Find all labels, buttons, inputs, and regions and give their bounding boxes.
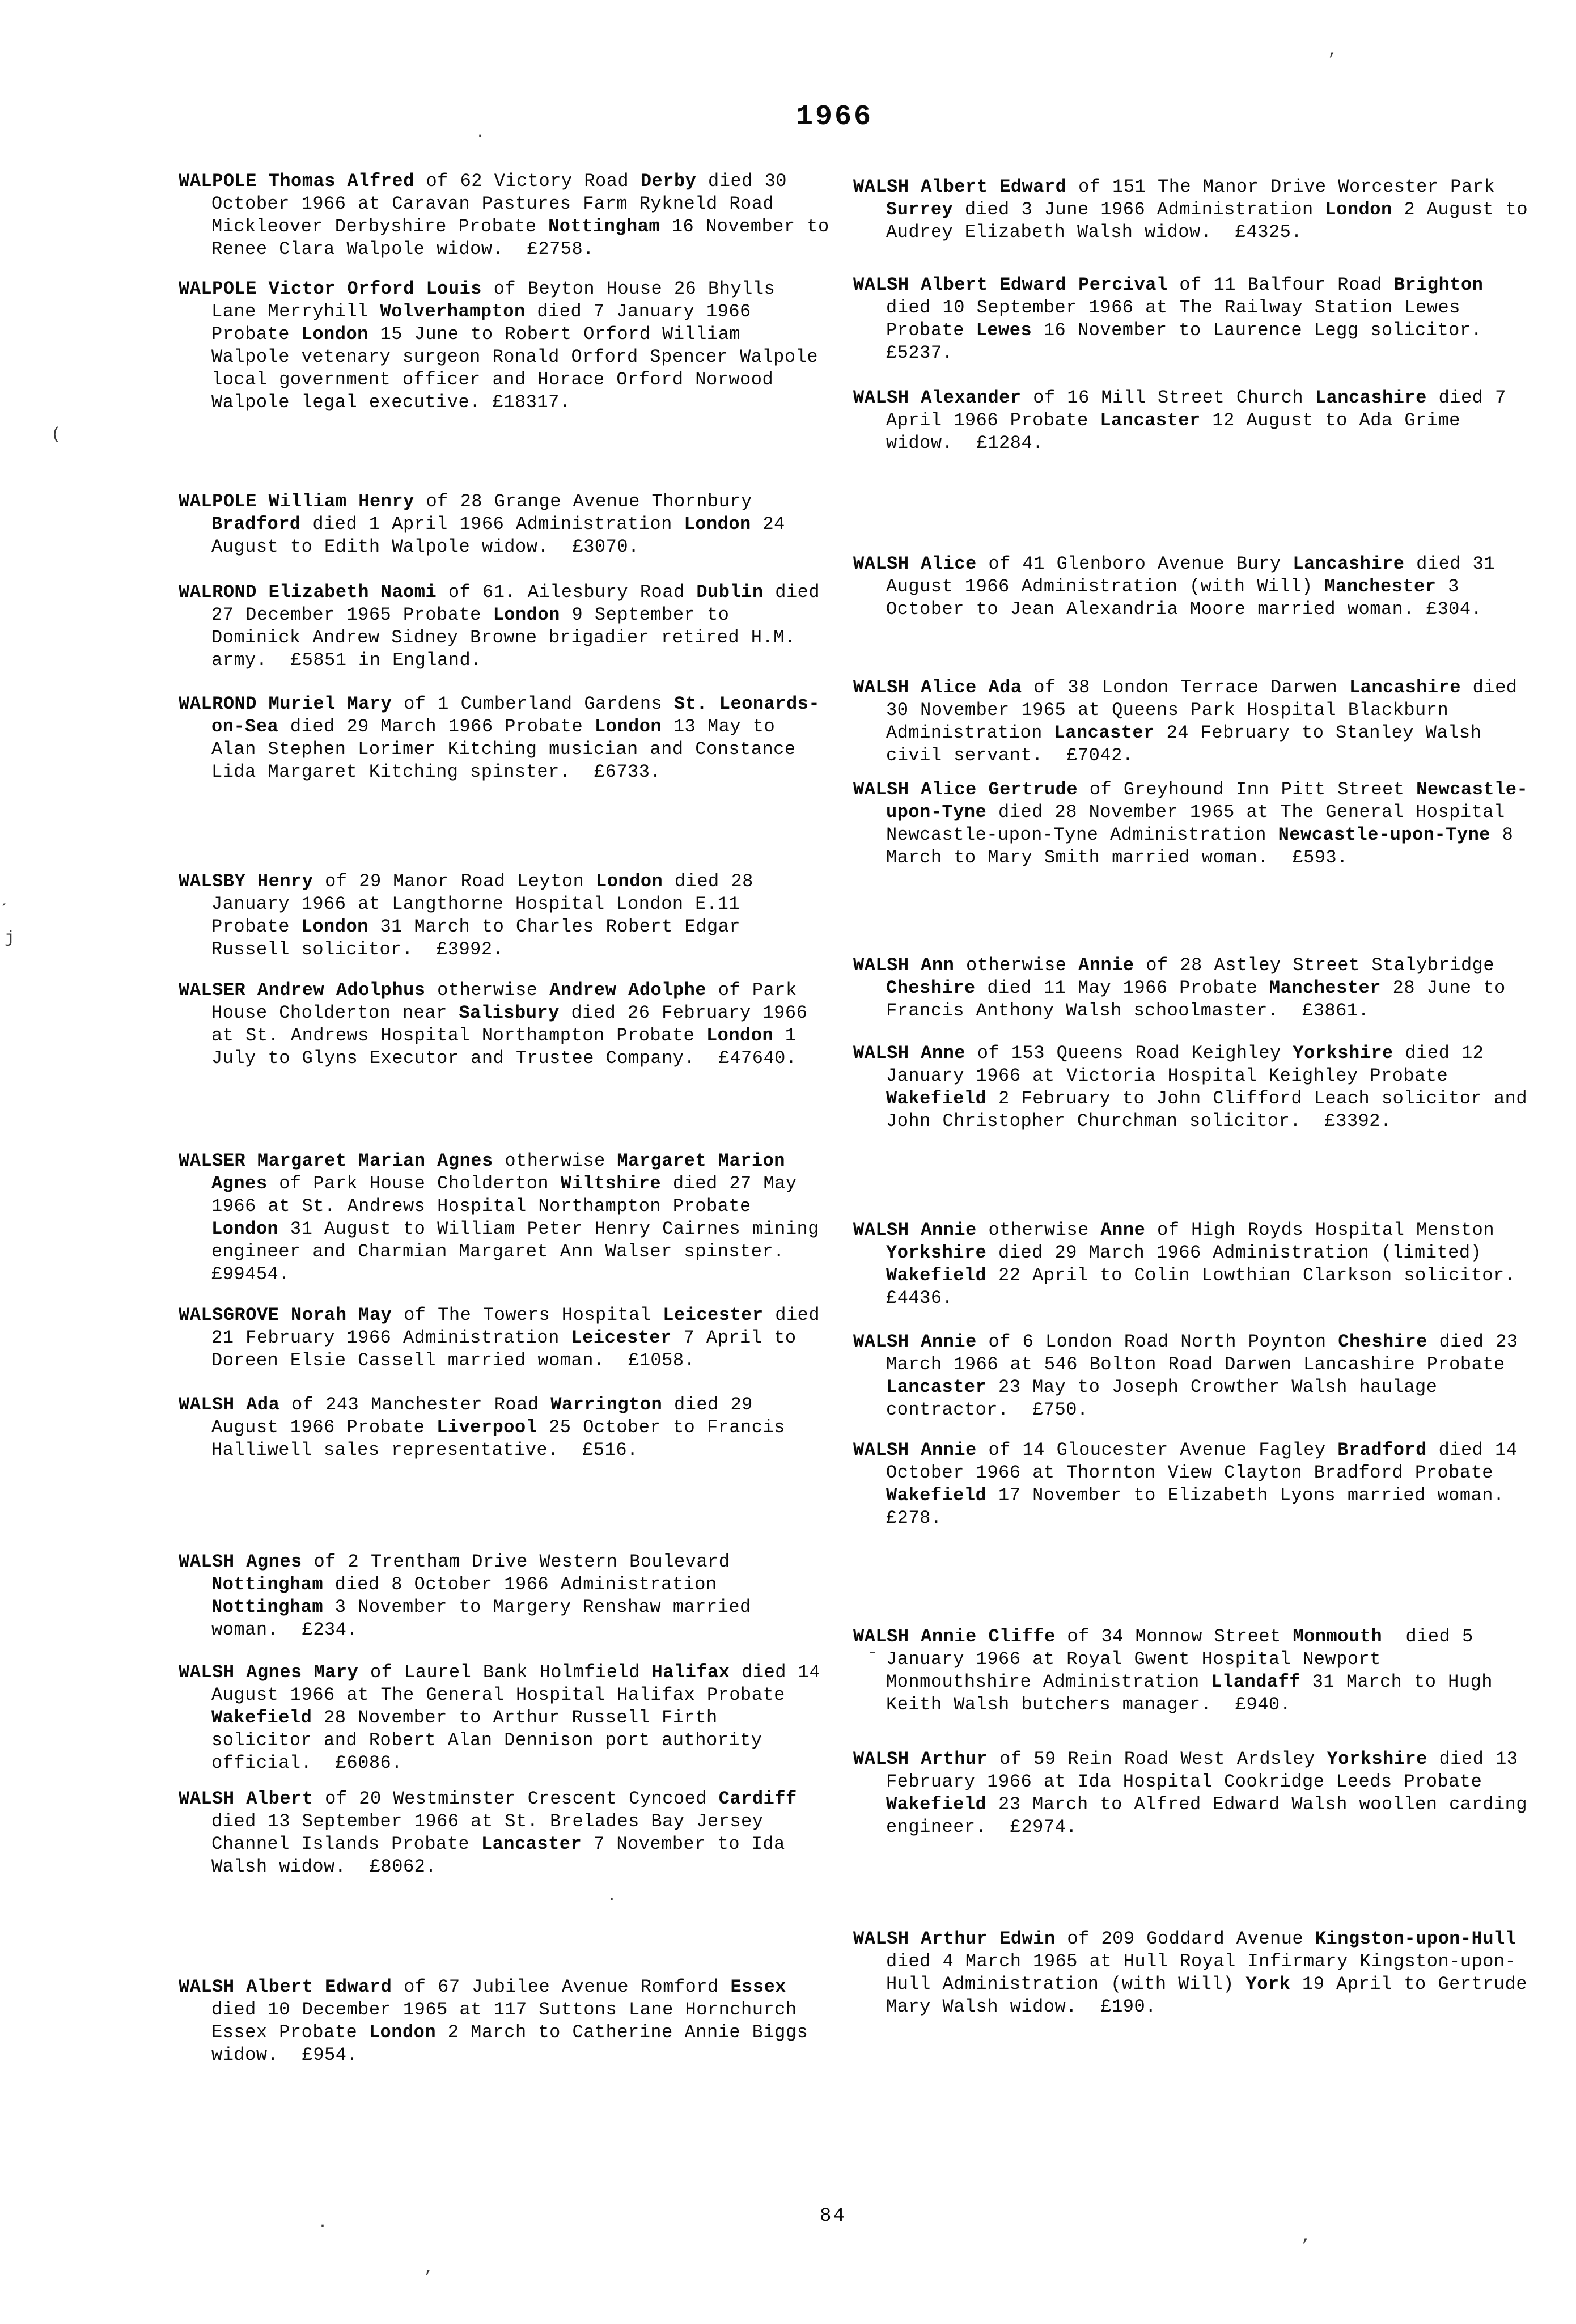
entry-bold-text: Wakefield bbox=[886, 1265, 987, 1286]
entry-regular-text: died 8 October 1966 Administration bbox=[323, 1574, 717, 1595]
entry-bold-text: Warrington bbox=[550, 1394, 663, 1415]
entry-regular-text: 19 April to Gertrude Mary Walsh widow. £190. bbox=[886, 1974, 1528, 2017]
probate-entry bbox=[853, 954, 1529, 1022]
entry-bold-text: Kingston-upon-Hull bbox=[1315, 1928, 1516, 1949]
scan-artifact: ( bbox=[51, 425, 62, 445]
entry-regular-text: died 3 June 1966 Administration bbox=[953, 199, 1325, 220]
probate-entry bbox=[853, 1439, 1529, 1530]
entry-regular-text: 16 November to Laurence Legg solicitor. £5237. bbox=[886, 320, 1482, 363]
entry-bold-text: WALSER Andrew Adolphus bbox=[179, 980, 426, 1001]
left-column bbox=[179, 0, 829, 2324]
entry-regular-text: of 14 Gloucester Avenue Fagley bbox=[976, 1440, 1338, 1461]
entry-regular-text: of Park House Cholderton near bbox=[211, 980, 797, 1023]
entry-bold-text: WALSH Albert Edward Percival bbox=[853, 274, 1168, 295]
entry-bold-text: WALSH Albert Edward bbox=[853, 176, 1067, 197]
entry-regular-text: of 62 Victory Road bbox=[414, 171, 641, 192]
entry-bold-text: Yorkshire bbox=[1293, 1043, 1393, 1064]
entry-bold-text: WALSH Agnes Mary bbox=[179, 1662, 359, 1683]
entry-regular-text: of Greyhound Inn Pitt Street bbox=[1078, 779, 1417, 800]
entry-bold-text: Yorkshire bbox=[1327, 1749, 1427, 1770]
entry-bold-text: Wakefield bbox=[886, 1485, 987, 1506]
probate-entry bbox=[179, 1788, 829, 1878]
entry-bold-text: Dublin bbox=[696, 582, 764, 603]
entry-bold-text: WALSH Anne bbox=[853, 1043, 966, 1064]
entry-regular-text: died 29 March 1966 Probate bbox=[278, 716, 595, 737]
entry-bold-text: Lewes bbox=[976, 320, 1032, 341]
probate-entry bbox=[853, 1625, 1529, 1716]
entry-bold-text: WALSH Alice Gertrude bbox=[853, 779, 1078, 800]
entry-regular-text: 2 March to Catherine Annie Biggs widow. £954. bbox=[211, 2022, 808, 2065]
entry-bold-text: WALSH Annie Cliffe bbox=[853, 1626, 1056, 1647]
entry-regular-text: 24 August to Edith Walpole widow. £3070. bbox=[211, 514, 785, 557]
entry-bold-text: Lancaster bbox=[886, 1377, 987, 1398]
entry-regular-text: 2 February to John Clifford Leach solicitor and John Christopher Churchman solicitor. £3392. bbox=[886, 1088, 1528, 1132]
entry-bold-text: Bradford bbox=[1337, 1440, 1427, 1461]
entry-bold-text: Lancaster bbox=[1100, 410, 1201, 431]
entry-regular-text: 28 June to Francis Anthony Walsh schoolmaster. £3861. bbox=[886, 977, 1506, 1021]
entry-regular-text: of 6 London Road North Poynton bbox=[976, 1331, 1338, 1352]
entry-bold-text: WALSBY Henry bbox=[179, 871, 313, 892]
entry-regular-text: 31 March to Charles Robert Edgar Russell solicitor. £3992. bbox=[211, 916, 741, 960]
probate-entry bbox=[853, 1219, 1529, 1310]
probate-entry bbox=[179, 1661, 829, 1775]
entry-regular-text: died 30 November 1965 at Queens Park Hospital Blackburn Administration bbox=[886, 677, 1518, 743]
entry-bold-text: London bbox=[211, 1218, 279, 1239]
entry-regular-text: 3 October to Jean Alexandria Moore married woman. £304. bbox=[886, 576, 1482, 620]
probate-entry bbox=[853, 1042, 1529, 1133]
entry-bold-text: WALROND Elizabeth Naomi bbox=[179, 582, 437, 603]
entry-bold-text: WALSH Arthur Edwin bbox=[853, 1928, 1056, 1949]
entry-regular-text: died 1 April 1966 Administration bbox=[300, 514, 684, 535]
entry-bold-text: WALSER Margaret Marian Agnes bbox=[179, 1150, 493, 1171]
entry-regular-text: otherwise bbox=[954, 955, 1079, 976]
entry-regular-text: otherwise bbox=[493, 1150, 617, 1171]
scan-artifact: ’ bbox=[1300, 2237, 1311, 2257]
entry-regular-text: of Beyton House 26 Bhylls Lane Merryhill bbox=[211, 278, 776, 322]
entry-regular-text: died 5 January 1966 at Royal Gwent Hospital Newport Monmouthshire Administration bbox=[886, 1626, 1473, 1692]
entry-regular-text: of 41 Glenboro Avenue Bury bbox=[976, 553, 1293, 574]
entry-regular-text: of Park House Cholderton bbox=[267, 1173, 561, 1194]
entry-bold-text: WALSH Annie bbox=[853, 1220, 977, 1241]
entry-regular-text: 12 August to Ada Grime widow. £1284. bbox=[886, 410, 1460, 454]
entry-bold-text: WALSH Ann bbox=[853, 955, 955, 976]
probate-entry bbox=[179, 581, 829, 672]
entry-bold-text: Annie bbox=[1078, 955, 1134, 976]
entry-regular-text: of 151 The Manor Drive Worcester Park bbox=[1066, 176, 1495, 197]
entry-bold-text: London bbox=[368, 2022, 437, 2043]
entry-regular-text: 22 April to Colin Lowthian Clarkson solicitor. £4436. bbox=[886, 1265, 1528, 1309]
entry-bold-text: Nottingham bbox=[211, 1574, 324, 1595]
scan-artifact: . bbox=[475, 124, 486, 143]
entry-regular-text: 31 March to Hugh Keith Walsh butchers manager. £940. bbox=[886, 1671, 1493, 1715]
entry-regular-text: died 10 December 1965 at 117 Suttons Lane Hornchurch Essex Probate bbox=[211, 1999, 797, 2043]
probate-entry bbox=[853, 676, 1529, 767]
entry-bold-text: Leicester bbox=[571, 1327, 672, 1348]
entry-bold-text: Lancashire bbox=[1315, 387, 1427, 408]
entry-regular-text: 31 August to William Peter Henry Cairnes mining engineer and Charmian Margaret Ann Walser spinster. £99454. bbox=[211, 1218, 819, 1285]
entry-regular-text: otherwise bbox=[976, 1220, 1101, 1241]
entry-regular-text: 23 March to Alfred Edward Walsh woollen carding engineer. £2974. bbox=[886, 1794, 1528, 1838]
scan-artifact: - bbox=[867, 1643, 878, 1662]
entry-bold-text: Essex bbox=[730, 1976, 786, 1997]
entry-regular-text: 1 July to Glyns Executor and Trustee Company. £47640. bbox=[211, 1025, 797, 1069]
probate-entry bbox=[179, 1394, 829, 1462]
entry-bold-text: Manchester bbox=[1269, 977, 1381, 998]
entry-bold-text: WALSH Albert bbox=[179, 1788, 313, 1809]
entry-bold-text: WALSH Annie bbox=[853, 1331, 977, 1352]
entry-regular-text: died 13 September 1966 at St. Brelades Bay Jersey Channel Islands Probate bbox=[211, 1811, 764, 1855]
entry-regular-text: died 30 October 1966 at Caravan Pastures Farm Rykneld Road Mickleover Derbyshire Probate bbox=[211, 171, 787, 237]
entry-regular-text: 3 November to Margery Renshaw married woman. £234. bbox=[211, 1597, 751, 1640]
entry-regular-text: died 23 March 1966 at 546 Bolton Road Darwen Lancashire Probate bbox=[886, 1331, 1518, 1375]
probate-entry bbox=[179, 170, 829, 261]
entry-regular-text: of 59 Rein Road West Ardsley bbox=[988, 1749, 1327, 1770]
entry-regular-text: 15 June to Robert Orford William Walpole vetenary surgeon Ronald Orford Spencer Walpole local government officer and Horace Orford Norwood Walpole legal executive. £18317. bbox=[211, 324, 818, 413]
probate-entry bbox=[179, 278, 829, 414]
entry-regular-text: 9 September to Dominick Andrew Sidney Browne brigadier retired H.M. army. £5851 in England. bbox=[211, 604, 796, 671]
entry-regular-text: of 34 Monnow Street bbox=[1055, 1626, 1293, 1647]
entry-regular-text: 2 August to Audrey Elizabeth Walsh widow. £4325. bbox=[886, 199, 1528, 243]
entry-bold-text: London bbox=[594, 716, 662, 737]
entry-regular-text: 7 April to Doreen Elsie Cassell married woman. £1058. bbox=[211, 1327, 797, 1371]
entry-bold-text: WALSH Albert Edward bbox=[179, 1976, 392, 1997]
entry-regular-text: 24 February to Stanley Walsh civil servant. £7042. bbox=[886, 722, 1482, 766]
entry-regular-text: of 2 Trentham Drive Western Boulevard bbox=[302, 1551, 730, 1572]
probate-entry bbox=[853, 1331, 1529, 1421]
entry-regular-text: of 28 Astley Street Stalybridge bbox=[1134, 955, 1495, 976]
entry-bold-text: Leicester bbox=[663, 1305, 764, 1326]
entry-bold-text: St. Leonards-on-Sea bbox=[211, 693, 820, 737]
scan-artifact: . bbox=[607, 1887, 617, 1906]
probate-entry bbox=[853, 274, 1529, 365]
entry-regular-text: of 38 London Terrace Darwen bbox=[1022, 677, 1349, 698]
probate-entry bbox=[179, 490, 829, 558]
entry-regular-text: died 27 December 1965 Probate bbox=[211, 582, 820, 625]
entry-bold-text: Yorkshire bbox=[886, 1242, 987, 1263]
entry-regular-text: died 29 March 1966 Administration (limited) bbox=[986, 1242, 1482, 1263]
probate-entry bbox=[853, 176, 1529, 244]
entry-bold-text: London bbox=[706, 1025, 774, 1046]
entry-bold-text: WALSH Annie bbox=[853, 1440, 977, 1461]
entry-bold-text: WALSH Alice Ada bbox=[853, 677, 1022, 698]
entry-bold-text: WALPOLE Thomas Alfred bbox=[179, 171, 414, 192]
entry-regular-text: 17 November to Elizabeth Lyons married woman. £278. bbox=[886, 1485, 1516, 1529]
entry-bold-text: London bbox=[301, 916, 368, 937]
entry-bold-text: Derby bbox=[640, 171, 697, 192]
scan-artifact: ’ bbox=[1327, 51, 1337, 70]
scan-artifact: , bbox=[424, 2258, 435, 2278]
scan-artifact: · bbox=[317, 2217, 328, 2236]
entry-regular-text: died 26 February 1966 at St. Andrews Hospital Northampton Probate bbox=[211, 1002, 808, 1046]
entry-bold-text: Lancashire bbox=[1349, 677, 1461, 698]
entry-bold-text: WALROND Muriel Mary bbox=[179, 693, 392, 714]
entry-regular-text: of 209 Goddard Avenue bbox=[1055, 1928, 1315, 1949]
entry-bold-text: Margaret Marion Agnes bbox=[211, 1150, 785, 1194]
entry-regular-text: 23 May to Joseph Crowther Walsh haulage contractor. £750. bbox=[886, 1377, 1438, 1420]
entry-bold-text: WALSH Arthur bbox=[853, 1749, 988, 1770]
entry-bold-text: London bbox=[596, 871, 663, 892]
entry-regular-text: of 28 Grange Avenue Thornbury bbox=[414, 491, 752, 512]
entry-regular-text: died 31 August 1966 Administration (with Will) bbox=[886, 553, 1495, 597]
entry-regular-text: of 153 Queens Road Keighley bbox=[965, 1043, 1293, 1064]
entry-bold-text: WALSH Ada bbox=[179, 1394, 280, 1415]
entry-regular-text: of 243 Manchester Road bbox=[279, 1394, 551, 1415]
entry-bold-text: Wolverhampton bbox=[380, 301, 526, 322]
entry-bold-text: Cheshire bbox=[1338, 1331, 1427, 1352]
entry-bold-text: Wakefield bbox=[211, 1707, 312, 1728]
entry-regular-text: died 27 May 1966 at St. Andrews Hospital Northampton Probate bbox=[211, 1173, 797, 1217]
entry-regular-text: died 28 November 1965 at The General Hospital Newcastle-upon-Tyne Administration bbox=[886, 802, 1505, 845]
entry-regular-text: died 13 February 1966 at Ida Hospital Cookridge Leeds Probate bbox=[886, 1749, 1518, 1792]
entry-bold-text: Lancaster bbox=[1054, 722, 1155, 743]
year-header: 1966 bbox=[796, 101, 874, 133]
entry-regular-text: 16 November to Renee Clara Walpole widow. £2758. bbox=[211, 216, 829, 260]
probate-entry bbox=[853, 1748, 1529, 1839]
entry-bold-text: WALSGROVE Norah May bbox=[179, 1305, 392, 1326]
entry-bold-text: Andrew Adolphe bbox=[549, 980, 707, 1001]
entry-bold-text: Cardiff bbox=[718, 1788, 797, 1809]
probate-entry bbox=[853, 1928, 1529, 2018]
entry-bold-text: Wiltshire bbox=[560, 1173, 662, 1194]
probate-entry bbox=[853, 553, 1529, 621]
entry-bold-text: London bbox=[1325, 199, 1392, 220]
entry-bold-text: Nottingham bbox=[211, 1597, 324, 1618]
entry-bold-text: Lancashire bbox=[1293, 553, 1405, 574]
probate-entry bbox=[179, 693, 829, 784]
scan-artifact: j bbox=[5, 929, 15, 948]
entry-regular-text: of 16 Mill Street Church bbox=[1021, 387, 1315, 408]
entry-bold-text: Monmouth bbox=[1293, 1626, 1383, 1647]
entry-regular-text: of 20 Westminster Crescent Cyncoed bbox=[313, 1788, 719, 1809]
entry-bold-text: London bbox=[684, 514, 751, 535]
entry-regular-text: 13 May to Alan Stephen Lorimer Kitching musician and Constance Lida Margaret Kitching spinster. £6733. bbox=[211, 716, 796, 782]
entry-bold-text: Newcastle-upon-Tyne bbox=[1278, 824, 1490, 845]
entry-bold-text: Bradford bbox=[211, 514, 301, 535]
probate-entry bbox=[179, 1150, 829, 1286]
probate-entry bbox=[853, 387, 1529, 455]
entry-regular-text: died 28 January 1966 at Langthorne Hospital London E.11 Probate bbox=[211, 871, 753, 937]
entry-regular-text: died 7 January 1966 Probate bbox=[211, 301, 751, 345]
entry-regular-text: 28 November to Arthur Russell Firth solicitor and Robert Alan Dennison port authority official. £6086. bbox=[211, 1707, 762, 1773]
entry-regular-text: died 12 January 1966 at Victoria Hospital Keighley Probate bbox=[886, 1043, 1484, 1086]
probate-entry bbox=[179, 1976, 829, 2067]
entry-regular-text: died 10 September 1966 at The Railway Station Lewes Probate bbox=[886, 297, 1460, 341]
entry-regular-text: died 14 August 1966 at The General Hospital Halifax Probate bbox=[211, 1662, 821, 1705]
entry-regular-text: of 61. Ailesbury Road bbox=[437, 582, 697, 603]
entry-regular-text: otherwise bbox=[425, 980, 550, 1001]
entry-regular-text: of 67 Jubilee Avenue Romford bbox=[392, 1976, 731, 1997]
entry-regular-text: of 11 Balfour Road bbox=[1167, 274, 1394, 295]
entry-regular-text: of High Royds Hospital Menston bbox=[1145, 1220, 1495, 1241]
entry-bold-text: Liverpool bbox=[437, 1417, 537, 1438]
entry-bold-text: WALPOLE William Henry bbox=[179, 491, 414, 512]
right-column bbox=[853, 0, 1529, 2324]
entry-bold-text: London bbox=[493, 604, 560, 625]
entry-bold-text: York bbox=[1245, 1974, 1291, 1995]
entry-bold-text: Nottingham bbox=[548, 216, 660, 237]
entry-regular-text: died 14 October 1966 at Thornton View Clayton Bradford Probate bbox=[886, 1440, 1518, 1483]
entry-bold-text: Halifax bbox=[651, 1662, 730, 1683]
entry-regular-text: of 29 Manor Road Leyton bbox=[313, 871, 596, 892]
entry-bold-text: Salisbury bbox=[459, 1002, 560, 1023]
entry-regular-text: died 4 March 1965 at Hull Royal Infirmary Kingston-upon-Hull Administration (with Will) bbox=[886, 1951, 1516, 1995]
entry-bold-text: Wakefield bbox=[886, 1088, 987, 1109]
probate-entry bbox=[179, 979, 829, 1070]
entry-bold-text: Llandaff bbox=[1211, 1671, 1301, 1692]
entry-regular-text: of Laurel Bank Holmfield bbox=[358, 1662, 652, 1683]
entry-regular-text: 25 October to Francis Halliwell sales representative. £516. bbox=[211, 1417, 785, 1461]
entry-regular-text: 8 March to Mary Smith married woman. £593. bbox=[886, 824, 1514, 868]
entry-bold-text: WALSH Alexander bbox=[853, 387, 1022, 408]
page-number: 84 bbox=[820, 2206, 846, 2227]
entry-bold-text: Cheshire bbox=[886, 977, 976, 998]
entry-regular-text: died 29 August 1966 Probate bbox=[211, 1394, 753, 1438]
entry-regular-text: 7 November to Ida Walsh widow. £8062. bbox=[211, 1834, 785, 1877]
entry-regular-text: died 7 April 1966 Probate bbox=[886, 387, 1506, 431]
entry-bold-text: London bbox=[301, 324, 368, 345]
entry-bold-text: WALPOLE Victor Orford Louis bbox=[179, 278, 482, 299]
entry-bold-text: WALSH Alice bbox=[853, 553, 977, 574]
probate-entry bbox=[179, 870, 829, 961]
entry-bold-text: Anne bbox=[1100, 1220, 1146, 1241]
probate-entry bbox=[179, 1551, 829, 1641]
entry-bold-text: Newcastle-upon-Tyne bbox=[886, 779, 1528, 823]
entry-bold-text: Manchester bbox=[1324, 576, 1437, 597]
entry-bold-text: Lancaster bbox=[481, 1834, 582, 1855]
entry-regular-text: died 21 February 1966 Administration bbox=[211, 1305, 820, 1348]
entry-regular-text: died 11 May 1966 Probate bbox=[975, 977, 1269, 998]
entry-bold-text: WALSH Agnes bbox=[179, 1551, 302, 1572]
probate-entry bbox=[853, 778, 1529, 869]
entry-bold-text: Wakefield bbox=[886, 1794, 987, 1815]
probate-entry bbox=[179, 1304, 829, 1372]
entry-regular-text: of The Towers Hospital bbox=[392, 1305, 663, 1326]
entry-bold-text: Brighton bbox=[1393, 274, 1484, 295]
entry-bold-text: Surrey bbox=[886, 199, 954, 220]
entry-regular-text: of 1 Cumberland Gardens bbox=[392, 693, 674, 714]
